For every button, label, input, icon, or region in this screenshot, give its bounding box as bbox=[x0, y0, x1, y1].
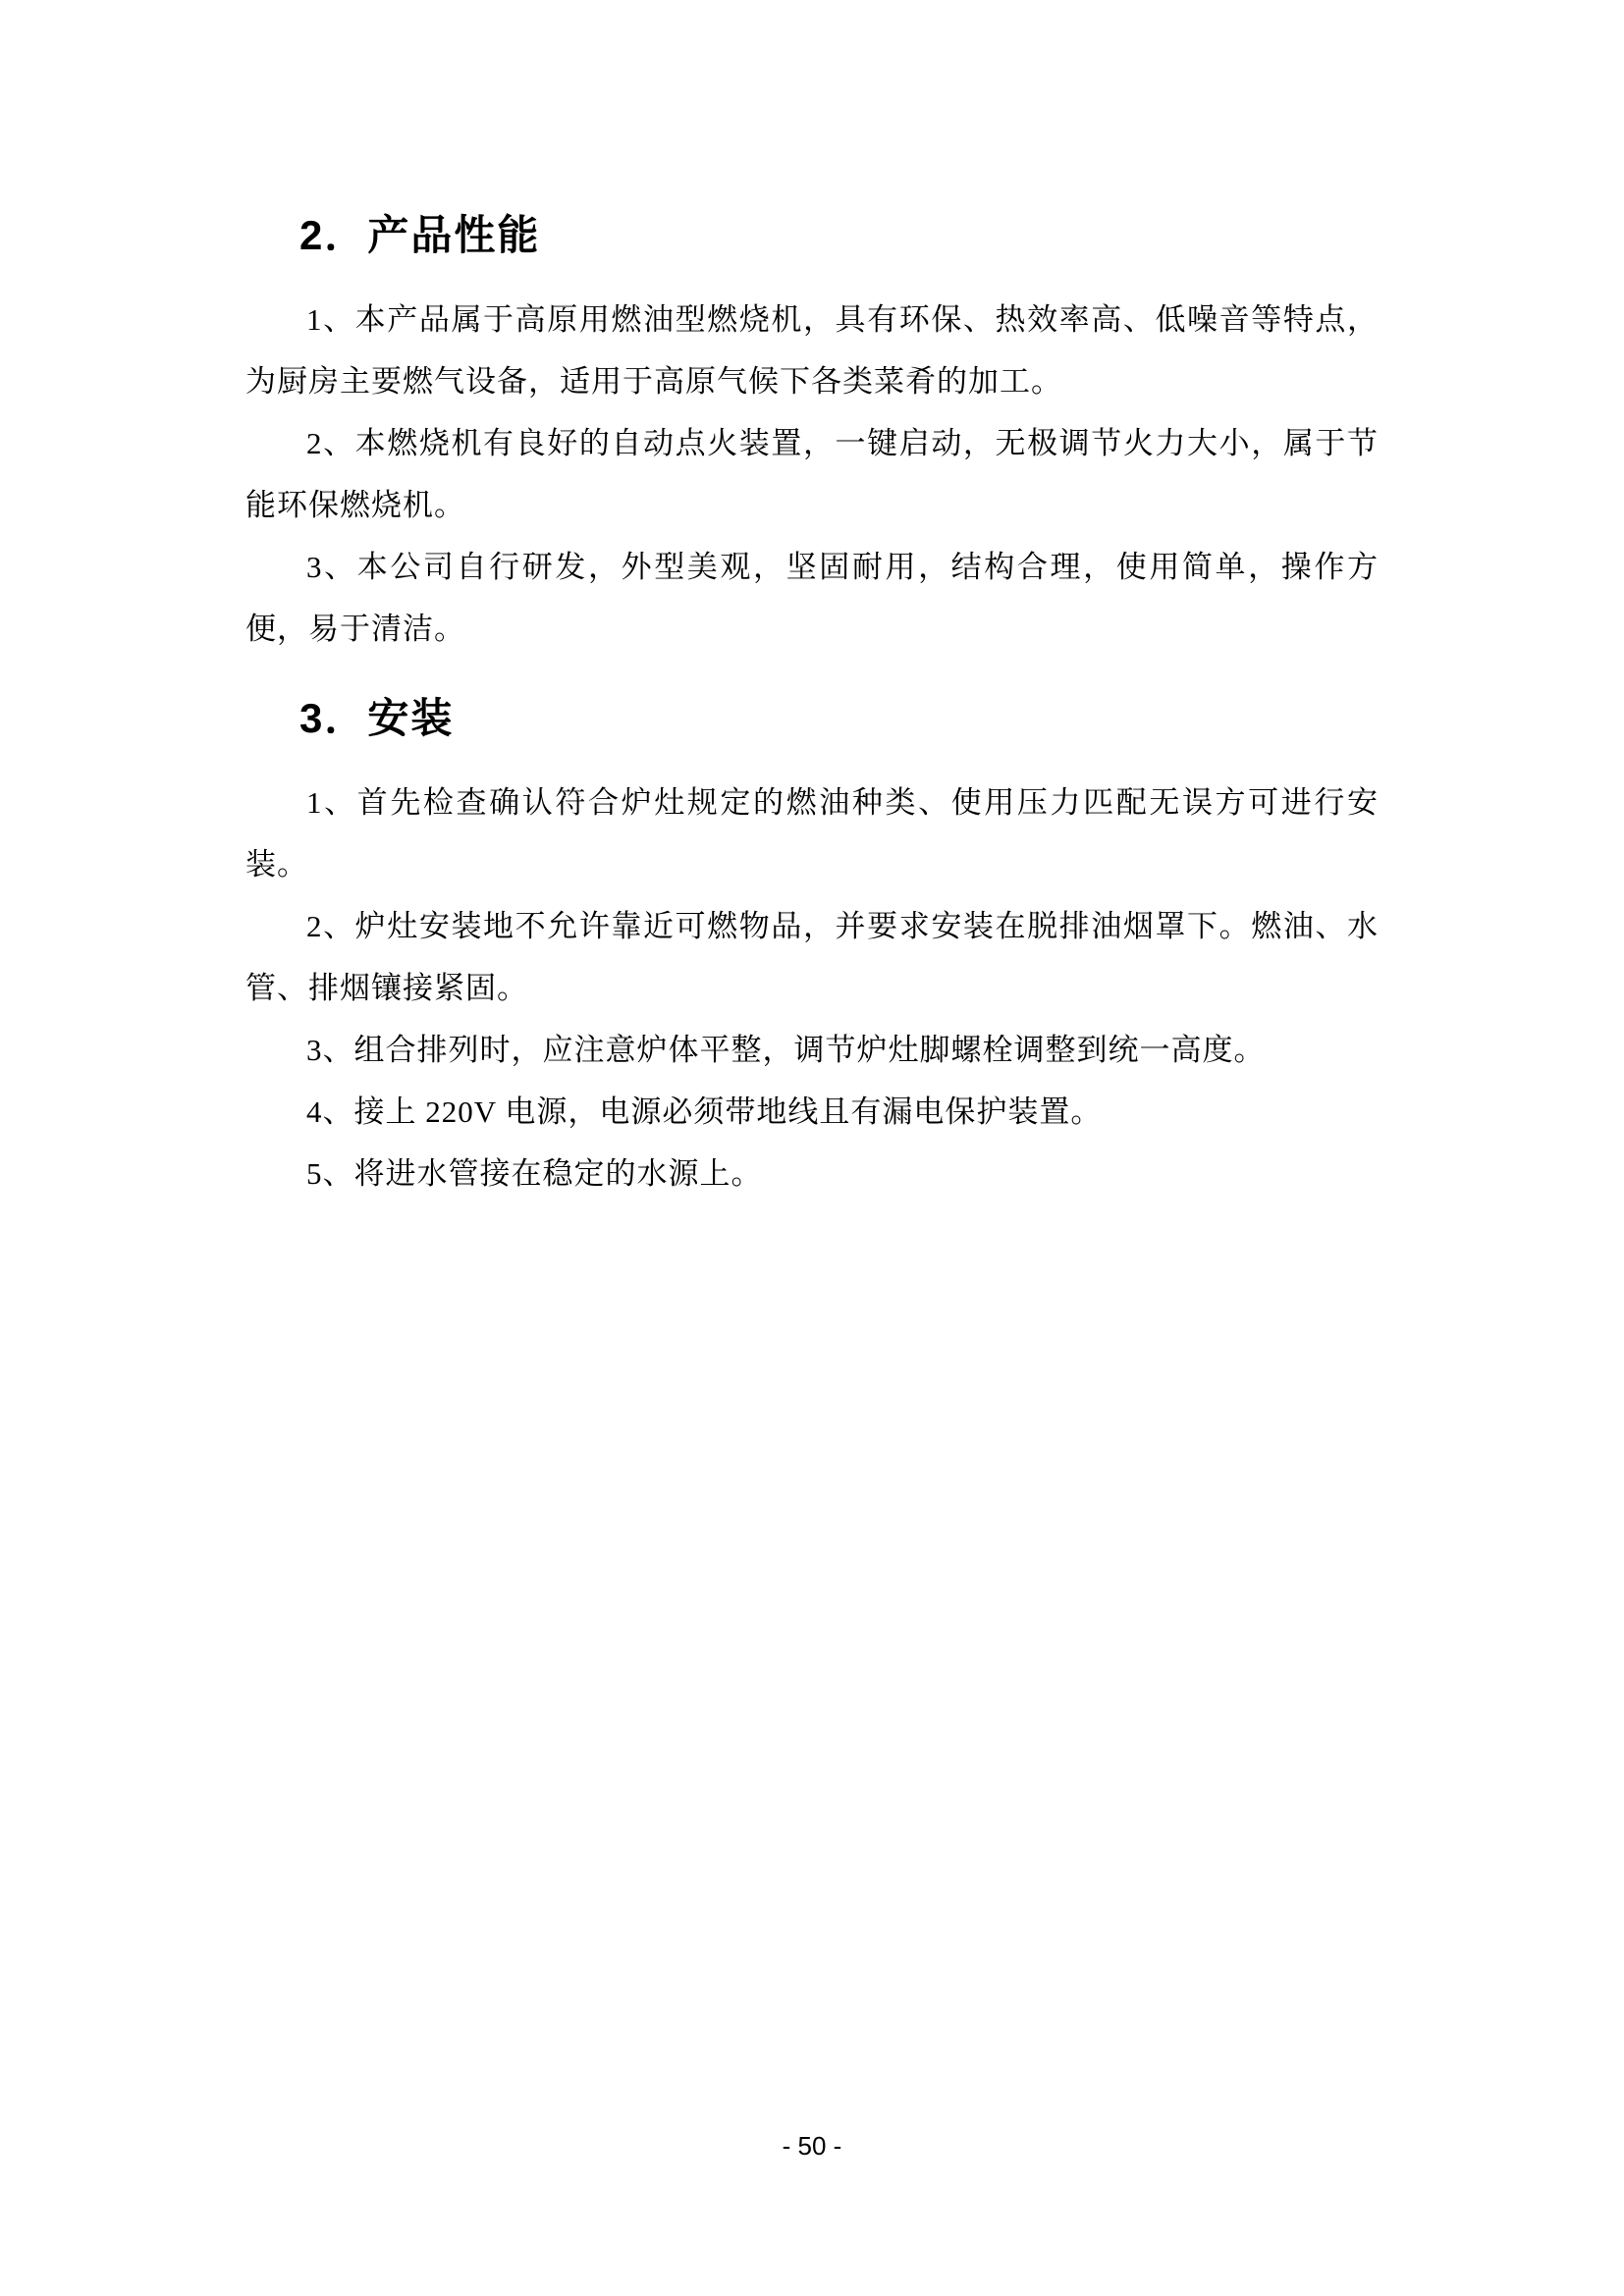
paragraph-product-feature-3: 3、本公司自行研发，外型美观，坚固耐用，结构合理，使用简单，操作方便，易于清洁。 bbox=[245, 550, 1379, 646]
section-heading-installation: 3．安装 bbox=[299, 695, 455, 741]
paragraph-installation-step-4: 4、接上 220V 电源，电源必须带地线且有漏电保护装置。 bbox=[306, 1095, 1103, 1129]
paragraph-installation-step-3: 3、组合排列时，应注意炉体平整，调节炉灶脚螺栓调整到统一高度。 bbox=[306, 1033, 1266, 1067]
paragraph-product-feature-2: 2、本燃烧机有良好的自动点火装置，一键启动，无极调节火力大小，属于节能环保燃烧机。 bbox=[245, 426, 1379, 522]
page-number: - 50 - bbox=[782, 2131, 842, 2161]
paragraph-installation-step-5: 5、将进水管接在稳定的水源上。 bbox=[306, 1156, 763, 1191]
paragraph-installation-step-1: 1、首先检查确认符合炉灶规定的燃油种类、使用压力匹配无误方可进行安装。 bbox=[245, 785, 1379, 881]
paragraph-installation-step-2: 2、炉灶安装地不允许靠近可燃物品，并要求安装在脱排油烟罩下。燃油、水管、排烟镶接紧固。 bbox=[245, 909, 1379, 1005]
page-content bbox=[245, 0, 1379, 1204]
paragraph-product-feature-1: 1、本产品属于高原用燃油型燃烧机，具有环保、热效率高、低噪音等特点，为厨房主要燃气设备，适用于高原气候下各类菜肴的加工。 bbox=[245, 302, 1379, 399]
section-heading-product-performance: 2．产品性能 bbox=[299, 212, 541, 258]
